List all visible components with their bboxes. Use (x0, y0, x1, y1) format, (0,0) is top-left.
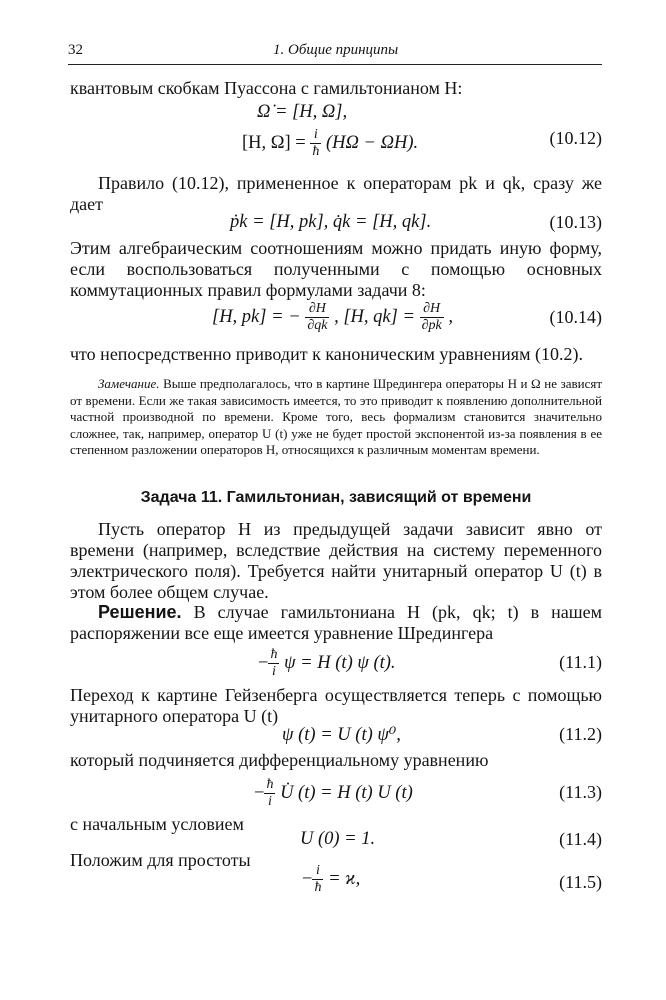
equation-11-3: − $\frac{ħ}{i}$ U̇ (t) = H (t) U (t) (254, 777, 413, 809)
paragraph-algebra: Этим алгебраическим соотношениям можно придать иную форму, если воспользоваться полученными с помощью основных коммутационных правил формулами задачи 8: (70, 238, 602, 300)
problem-title: Задача 11. Гамильтониан, зависящий от времени (140, 489, 532, 506)
equation-number-11-3: (11.3) (559, 782, 602, 802)
equation-11-5: − $\frac{i}{ħ}$ = ϰ, (302, 863, 361, 895)
paragraph-heisenberg: Переход к картине Гейзенберга осуществляется теперь с помощью унитарного оператора U (t) (70, 685, 602, 726)
equation-number-11-4: (11.4) (559, 829, 602, 849)
problem-text: Пусть оператор H из предыдущей задачи зависит явно от времени (например, вследствие действия на систему переменного электрического поля). Требуется найти унитарный оператор U (t) в этом более общем случае. (70, 519, 602, 602)
solution-paragraph (70, 602, 602, 644)
paragraph-initial: с начальным условием (70, 814, 244, 834)
remark-text: Выше предполагалось, что в картине Шредингера операторы H и Ω не зависят от времени. Если же такая зависимость имеется, то это приводит к появлению дополнительной частной производной по времени. Кроме того, весь формализм становится значительно сложнее, так, например, оператор U (t) уже не будет простой экспонентой из-за появления в ее степенном разложении операторов H, относящихся к различным моментам времени. (70, 376, 603, 457)
paragraph-differential: который подчиняется дифференциальному уравнению (70, 750, 489, 770)
paragraph-assume: Положим для простоты (70, 850, 251, 870)
paragraph-canonical: что непосредственно приводит к каноническим уравнениям (10.2). (70, 344, 583, 364)
running-header (68, 42, 602, 65)
running-title: 1. Общие принципы (273, 42, 399, 58)
remark (70, 376, 602, 459)
page-number: 32 (68, 42, 83, 58)
equation-number-11-1: (11.1) (559, 652, 602, 672)
equation-10-12-line1: Ω̇ = [H, Ω], (257, 102, 348, 122)
equation-10-13: ṗk = [H, pk], q̇k = [H, qk]. (230, 212, 432, 232)
equation-number-11-5: (11.5) (559, 872, 602, 892)
equation-number-10-14: (10.14) (549, 307, 602, 327)
equation-number-11-2: (11.2) (559, 724, 602, 744)
intro-line: квантовым скобкам Пуассона с гамильтонианом H: (70, 78, 463, 98)
solution-label: Решение. (98, 602, 182, 622)
remark-label: Замечание. (98, 376, 160, 391)
solution-text: В случае гамильтониана H (pk, qk; t) в нашем распоряжении все еще имеется уравнение Шредингера (70, 602, 602, 643)
equation-10-14: [H, pk] = − $\frac{\partial H}{\partial qk}$ , [H, qk] = $\frac{\partial H}{\partial pk}$ , (212, 301, 453, 333)
equation-number-10-13: (10.13) (549, 212, 602, 232)
equation-10-12-line2: [H, Ω] = $\frac{i}{ħ}$ (HΩ − ΩH). (242, 127, 419, 159)
equation-number-10-12: (10.12) (549, 128, 602, 148)
equation-11-1: − $\frac{ħ}{i}$ ψ = H (t) ψ (t). (258, 647, 396, 679)
paragraph-rule: Правило (10.12), примененное к операторам pk и qk, сразу же дает (70, 173, 602, 214)
equation-11-4: U (0) = 1. (300, 829, 376, 849)
equation-11-2: ψ (t) = U (t) ψ⁰, (282, 725, 401, 745)
